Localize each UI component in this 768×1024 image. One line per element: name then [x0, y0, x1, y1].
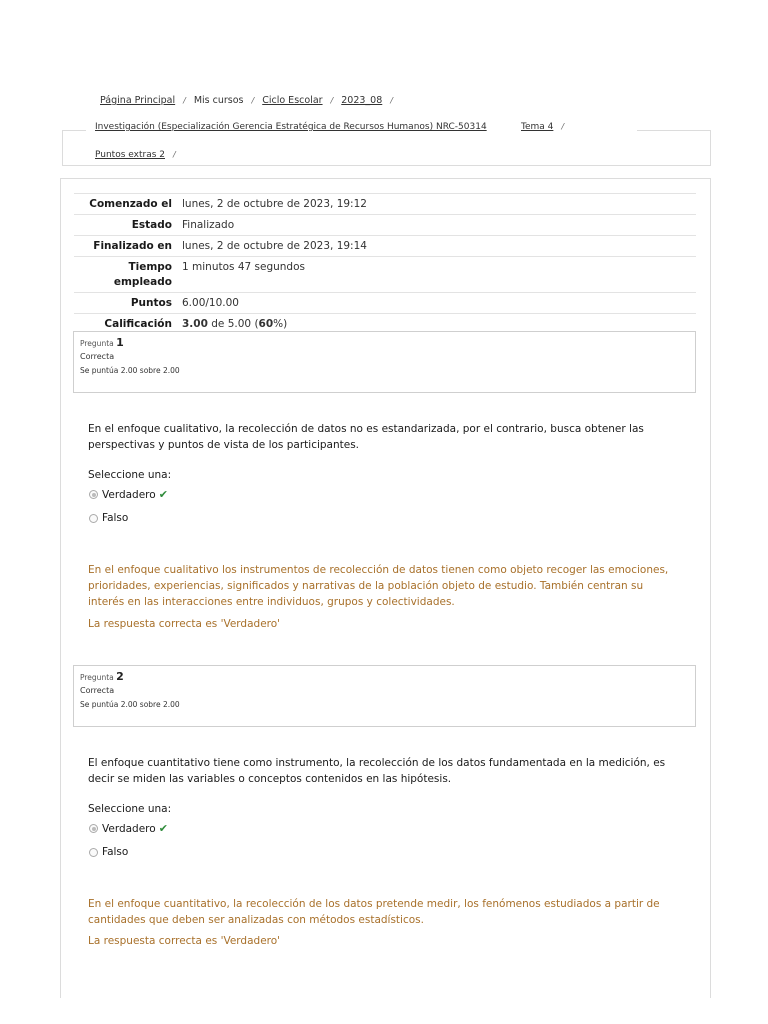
summary-row-time-taken: [74, 256, 696, 292]
summary-value: lunes, 2 de octubre de 2023, 19:14: [182, 240, 367, 252]
summary-row-points: [74, 292, 696, 313]
option-false[interactable]: [89, 846, 128, 858]
question-info-box: [73, 331, 696, 393]
summary-value: lunes, 2 de octubre de 2023, 19:12: [182, 198, 367, 210]
breadcrumb-quiz-link[interactable]: Puntos extras 2: [95, 150, 165, 160]
option-true[interactable]: [89, 822, 168, 835]
breadcrumb-course-link[interactable]: Investigación (Especialización Gerencia Estratégica de Recursos Humanos) NRC-50314: [95, 122, 487, 132]
breadcrumb-separator: /: [183, 96, 186, 105]
correct-check-icon: ✔: [158, 488, 168, 501]
radio-selected-icon[interactable]: [89, 490, 98, 499]
question-text: En el enfoque cualitativo, la recolección de datos no es estandarizada, por el contrario, busca obtener las perspectivas y puntos de vista de los participantes.: [88, 423, 644, 451]
question-number: [80, 336, 689, 349]
question-number-value: 1: [116, 336, 124, 349]
question-state: Correcta: [80, 352, 115, 361]
breadcrumb-separator: /: [561, 122, 565, 131]
general-feedback: En el enfoque cuantitativo, la recolección de los datos pretende medir, los fenómenos estudiados a partir de cantidades que deben ser analizadas con métodos estadísticos.: [88, 898, 660, 926]
option-label: Falso: [102, 512, 129, 524]
answer-prompt: Seleccione una:: [88, 469, 172, 481]
breadcrumb-topic-link[interactable]: Tema 4: [521, 122, 554, 132]
breadcrumb-school-cycle-link[interactable]: Ciclo Escolar: [262, 95, 323, 106]
summary-label: Puntos: [130, 297, 172, 309]
summary-label: Tiempo empleado: [113, 261, 172, 288]
summary-value: Finalizado: [182, 219, 235, 231]
question-label: Pregunta: [80, 339, 114, 348]
breadcrumb-period-link[interactable]: 2023_08: [341, 95, 383, 106]
radio-icon[interactable]: [89, 848, 98, 857]
question-info-box: [73, 665, 696, 727]
radio-selected-icon[interactable]: [89, 824, 98, 833]
summary-label: Finalizado en: [93, 240, 172, 252]
grade-percent: 60: [258, 318, 274, 330]
grade-value: 3.00: [182, 318, 208, 330]
question-number: [80, 670, 689, 683]
summary-row-started: [74, 193, 696, 214]
breadcrumb-separator: /: [330, 96, 334, 105]
breadcrumb-box: [62, 130, 711, 166]
option-false[interactable]: [89, 512, 128, 524]
option-true[interactable]: [89, 488, 168, 501]
attempt-summary-table: [74, 193, 696, 335]
summary-value: 6.00/10.00: [182, 297, 239, 309]
summary-row-state: [74, 214, 696, 235]
option-label: Falso: [102, 846, 129, 858]
option-label: Verdadero: [102, 822, 156, 835]
question-label: Pregunta: [80, 673, 114, 682]
breadcrumb-home-link[interactable]: Página Principal: [100, 95, 176, 106]
right-answer: La respuesta correcta es 'Verdadero': [88, 618, 281, 630]
right-answer: La respuesta correcta es 'Verdadero': [88, 935, 281, 947]
breadcrumb-separator: /: [251, 96, 255, 105]
question-grade: Se puntúa 2.00 sobre 2.00: [80, 366, 180, 375]
breadcrumb-border-left: [62, 130, 86, 131]
summary-value: 1 minutos 47 segundos: [182, 261, 305, 273]
summary-label: Comenzado el: [89, 198, 172, 210]
answer-prompt: Seleccione una:: [88, 803, 172, 815]
question-state: Correcta: [80, 686, 115, 695]
correct-check-icon: ✔: [158, 822, 168, 835]
summary-label: Calificación: [104, 318, 172, 330]
radio-icon[interactable]: [89, 514, 98, 523]
breadcrumb-separator: /: [173, 150, 176, 159]
general-feedback: En el enfoque cualitativo los instrumentos de recolección de datos tienen como objeto recoger las emociones, prioridades, experiencias, significados y narrativas de la población objeto de estudio. También centran su interés en las interacciones entre individuos, grupos y colectividades.: [88, 564, 669, 608]
breadcrumb-separator: /: [390, 96, 393, 105]
option-label: Verdadero: [102, 488, 156, 501]
breadcrumb-border-right: [637, 130, 711, 131]
summary-label: Estado: [131, 219, 172, 231]
summary-row-finished: [74, 235, 696, 256]
question-text: El enfoque cuantitativo tiene como instrumento, la recolección de los datos fundamentada en la medición, es decir se miden las variables o conceptos contenidos en las hipótesis.: [88, 757, 666, 785]
grade-out-of: de 5.00 (: [207, 318, 259, 330]
question-grade: Se puntúa 2.00 sobre 2.00: [80, 700, 180, 709]
breadcrumb-my-courses: Mis cursos: [193, 95, 244, 106]
question-number-value: 2: [116, 670, 124, 683]
grade-end: %): [273, 318, 288, 330]
